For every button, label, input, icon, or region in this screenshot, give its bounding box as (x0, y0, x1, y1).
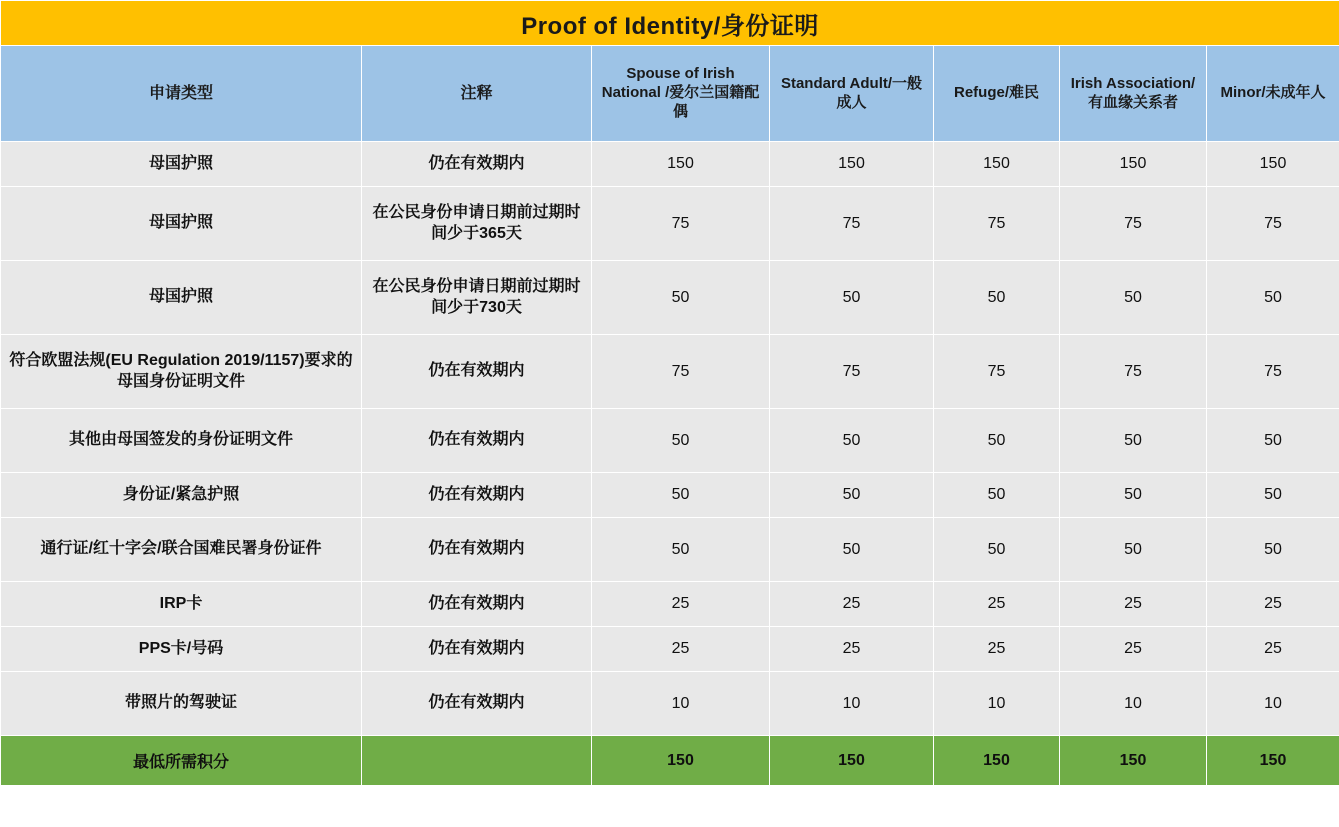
row-value-standard-adult: 50 (770, 518, 934, 582)
row-value-refuge: 25 (934, 582, 1060, 627)
column-header-standard-adult: Standard Adult/一般成人 (770, 46, 934, 142)
table-total-row (1, 736, 1339, 786)
column-header-minor: Minor/未成年人 (1207, 46, 1339, 142)
row-value-minor: 75 (1207, 335, 1339, 409)
row-category: 母国护照 (1, 142, 362, 187)
row-value-spouse: 75 (592, 187, 770, 261)
row-value-spouse: 150 (592, 142, 770, 187)
total-label: 最低所需积分 (1, 736, 362, 786)
row-value-refuge: 50 (934, 409, 1060, 473)
table-row (1, 187, 1339, 261)
row-value-standard-adult: 150 (770, 142, 934, 187)
row-category: 母国护照 (1, 187, 362, 261)
row-category: 通行证/红十字会/联合国难民署身份证件 (1, 518, 362, 582)
total-value-irish-association: 150 (1060, 736, 1207, 786)
table-row (1, 672, 1339, 736)
row-value-irish-association: 75 (1060, 187, 1207, 261)
column-header-refuge: Refuge/难民 (934, 46, 1060, 142)
row-value-spouse: 10 (592, 672, 770, 736)
row-note: 在公民身份申请日期前过期时间少于730天 (362, 261, 592, 335)
table-row (1, 473, 1339, 518)
row-value-standard-adult: 10 (770, 672, 934, 736)
table-row (1, 142, 1339, 187)
column-header-note: 注释 (362, 46, 592, 142)
row-value-standard-adult: 75 (770, 335, 934, 409)
row-value-standard-adult: 50 (770, 409, 934, 473)
row-value-minor: 50 (1207, 518, 1339, 582)
row-value-irish-association: 50 (1060, 518, 1207, 582)
row-value-irish-association: 10 (1060, 672, 1207, 736)
row-value-standard-adult: 50 (770, 473, 934, 518)
row-value-standard-adult: 25 (770, 582, 934, 627)
row-value-refuge: 50 (934, 473, 1060, 518)
row-category: 母国护照 (1, 261, 362, 335)
row-value-minor: 25 (1207, 627, 1339, 672)
row-value-spouse: 75 (592, 335, 770, 409)
total-note (362, 736, 592, 786)
row-value-refuge: 150 (934, 142, 1060, 187)
row-value-irish-association: 25 (1060, 627, 1207, 672)
row-value-irish-association: 50 (1060, 261, 1207, 335)
row-value-irish-association: 50 (1060, 409, 1207, 473)
row-note: 仍在有效期内 (362, 142, 592, 187)
row-value-spouse: 50 (592, 261, 770, 335)
total-value-spouse: 150 (592, 736, 770, 786)
column-header-application-type: 申请类型 (1, 46, 362, 142)
row-value-irish-association: 150 (1060, 142, 1207, 187)
row-value-standard-adult: 25 (770, 627, 934, 672)
table-row (1, 409, 1339, 473)
row-value-minor: 10 (1207, 672, 1339, 736)
row-value-spouse: 25 (592, 582, 770, 627)
total-value-refuge: 150 (934, 736, 1060, 786)
row-category: 身份证/紧急护照 (1, 473, 362, 518)
row-value-refuge: 75 (934, 335, 1060, 409)
table-row (1, 335, 1339, 409)
row-note: 仍在有效期内 (362, 672, 592, 736)
total-value-standard-adult: 150 (770, 736, 934, 786)
total-value-minor: 150 (1207, 736, 1339, 786)
page-title: Proof of Identity/身份证明 (1, 1, 1339, 46)
row-value-standard-adult: 75 (770, 187, 934, 261)
table-row (1, 261, 1339, 335)
row-note: 仍在有效期内 (362, 473, 592, 518)
row-note: 在公民身份申请日期前过期时间少于365天 (362, 187, 592, 261)
table-title-row (1, 1, 1339, 46)
row-value-minor: 50 (1207, 409, 1339, 473)
row-value-irish-association: 25 (1060, 582, 1207, 627)
row-value-minor: 150 (1207, 142, 1339, 187)
row-category: PPS卡/号码 (1, 627, 362, 672)
row-value-standard-adult: 50 (770, 261, 934, 335)
row-value-refuge: 25 (934, 627, 1060, 672)
table-header-row (1, 46, 1339, 142)
row-value-spouse: 50 (592, 409, 770, 473)
row-value-refuge: 50 (934, 518, 1060, 582)
row-value-refuge: 50 (934, 261, 1060, 335)
row-category: 符合欧盟法规(EU Regulation 2019/1157)要求的母国身份证明文件 (1, 335, 362, 409)
table-row (1, 582, 1339, 627)
column-header-irish-association: Irish Association/有血缘关系者 (1060, 46, 1207, 142)
row-note: 仍在有效期内 (362, 582, 592, 627)
table-row (1, 627, 1339, 672)
row-value-refuge: 75 (934, 187, 1060, 261)
row-value-irish-association: 75 (1060, 335, 1207, 409)
row-value-spouse: 25 (592, 627, 770, 672)
row-value-spouse: 50 (592, 473, 770, 518)
table-row (1, 518, 1339, 582)
row-note: 仍在有效期内 (362, 627, 592, 672)
row-value-minor: 75 (1207, 187, 1339, 261)
row-value-spouse: 50 (592, 518, 770, 582)
row-category: 带照片的驾驶证 (1, 672, 362, 736)
row-note: 仍在有效期内 (362, 409, 592, 473)
column-header-spouse-irish-national: Spouse of Irish National /爱尔兰国籍配偶 (592, 46, 770, 142)
row-note: 仍在有效期内 (362, 335, 592, 409)
row-note: 仍在有效期内 (362, 518, 592, 582)
row-category: IRP卡 (1, 582, 362, 627)
row-value-irish-association: 50 (1060, 473, 1207, 518)
row-category: 其他由母国签发的身份证明文件 (1, 409, 362, 473)
row-value-minor: 50 (1207, 261, 1339, 335)
row-value-minor: 25 (1207, 582, 1339, 627)
row-value-minor: 50 (1207, 473, 1339, 518)
row-value-refuge: 10 (934, 672, 1060, 736)
